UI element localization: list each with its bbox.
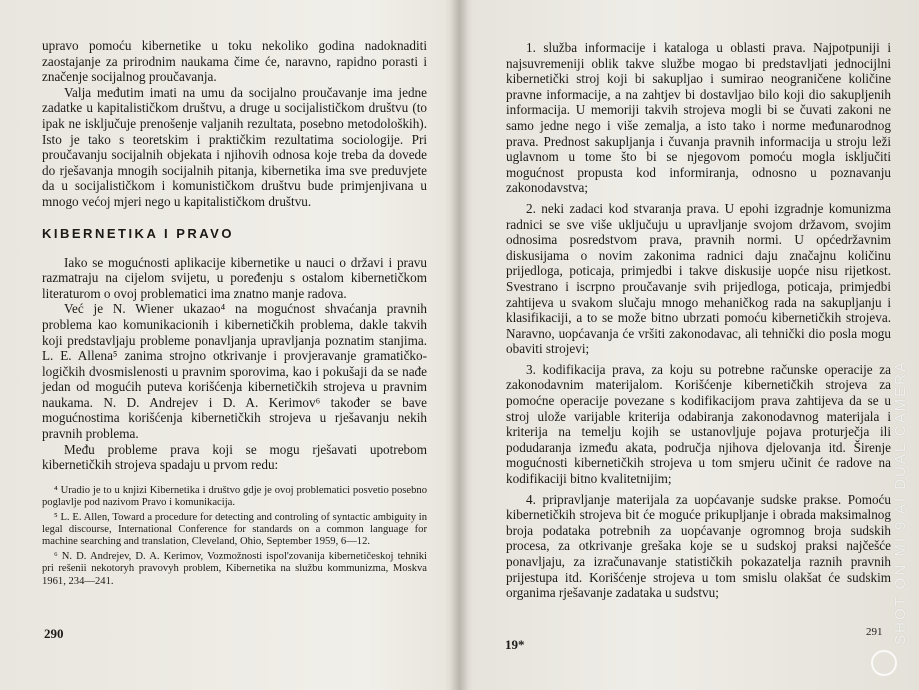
list-item — [506, 362, 891, 487]
list-item — [506, 40, 891, 196]
section-heading: KIBERNETIKA I PRAVO — [42, 225, 234, 241]
left-paragraph-5: Među probleme prava koji se mogu rješavati upotrebom kibernetičkih strojeva spadaju u prvom redu: — [42, 441, 427, 473]
left-text-block — [42, 38, 427, 590]
right-page — [460, 0, 919, 690]
footnotes — [42, 485, 427, 588]
list-item-2: 2. neki zadaci kod stvaranja prava. U epohi izgradnje komunizma radnici se sve više uključuju u upravljanje svojom državom, svojim odnosima posredstvom prava, pravnih normi. U općedržavnim diskusijama o novim zakonima radnici daju značajnu količinu prijedloga, poticaja, primjedbi i takve diskusije uopće nisu rijetkost. Svestrano i iscrpno proučavanje svih prijedloga, poticaja, primjedbi zahtijeva u svakom slučaju mnogo mehaničkog rada na sakupljanju i klasifikaciji, a to se može bitno ubrzati pomoću kibernetičkih strojeva. Naravno, uopćavanja će vršiti zakonodavac, ali tehnički dio posla mogu obaviti strojevi; — [506, 200, 891, 357]
footnote-6: ⁶ N. D. Andrejev, D. A. Kerimov, Vozmožnosti ispol'zovanija kibernetičeskoj tehniki pri rešenii nekotoryh pravovyh problem, Kibernetika na službu kommunizma, Moskva 1961, 234—241. — [42, 550, 427, 587]
signature-mark: 19* — [505, 637, 525, 652]
left-paragraph-3: Iako se mogućnosti aplikacije kibernetike u nauci o državi i pravu razmatraju na cijelom svijetu, u poređenju s ostalom kibernetičkom literaturom o ovoj problematici ima znatno manje radova. — [42, 254, 427, 301]
right-text-block — [506, 40, 891, 606]
camera-logo-icon — [871, 650, 897, 676]
left-page-number: 290 — [44, 626, 64, 641]
list-item — [506, 201, 891, 357]
footnote-4: ⁴ Uradio je to u knjizi Kibernetika i društvo gdje je ovoj problematici posvetio posebno poglavlje pod nazivom Pravo i komunikacija. — [42, 484, 427, 509]
list-item-1: 1. služba informacije i kataloga u oblasti prava. Najpotpuniji i najsuvremeniji oblik takve službe mogao bi predstavljati jednocijlni kibernetički stroj koji bi sakupljao i sumirao neograničene količine pravne informacije, a na zahtjev bi dostavljao bilo koji dio sakupljenih informacija. U memoriji takvih strojeva mogli bi se čuvati zakoni ne samo jedne nego i više zemalja, a isto tako i norme međunarodnog prava. Prednost sakupljanja i čuvanja pravnih informacija u stroju leži uglavnom u tome što bi se njegovom pomoću mogla isključiti mogućnost propusta kod informiranja, odnosno u poznavanju zakonodavstva; — [506, 40, 891, 196]
list-item-3: 3. kodifikacija prava, za koju su potrebne računske operacije za zakonodavnim materijalom. Korišćenje kibernetičkih strojeva za pomoćne operacije povezane s kodifikacijom prava zahtijeva da se u stroj ulože varijable kriterija odabiranja zakonodavnog materijala i kriterija na temelju kojih se ustanovljuje pojava proturječja ili podudaranja između akata, područja njihova djelovanja itd. Širenje mogućnosti kibernetičkih strojeva u tom smjeru učinit će radove na kodifikaciji bitno kvalitetnijim; — [506, 361, 891, 487]
left-paragraph-2: Valja međutim imati na umu da socijalno proučavanje ima jedne zadatke u kapitalističkom društvu, a druge u socijalističkom društvu (to ipak ne isključuje prenošenje valjanih rezultata, posebno metodoloških). Isto je tako s teoretskim i praktičkim rezultatima sociologije. Pri proučavanju socijalnih objekata i njihovih odnosa koje treba da dovede do rješavanja mnogih socijalnih pitanja, kibernetika ima sve preduvjete da u socijalističkom i komunističkom društvu bude primjenjivana u mnogo većoj mjeri nego u kapitalističkom društvu. — [42, 84, 427, 209]
camera-watermark: SHOT ON MI 9 AI DUAL CAMERA — [892, 360, 909, 645]
right-page-number: 291 — [866, 626, 883, 638]
list-item-4: 4. pripravljanje materijala za uopćavanje sudske prakse. Pomoću kibernetičkih strojeva bit će moguće prikupljanje i obrada maksimalnog broja podataka potrebnih za uopćavanje ogromnog broja sudskih procesa, za otkrivanje grešaka koje se u sudskoj praksi najčešće ponavljaju, za izračunavanje statističkih pokazatelja raznih pravnih prijestupa itd. Korišćenje strojeva u tom smislu olakšat će sudskim organima rješavanje zadataka u sudstvu; — [506, 491, 891, 601]
left-paragraph-4: Već je N. Wiener ukazao⁴ na mogućnost shvaćanja pravnih problema kao komunikacionih i kibernetičkih problema, dakle takvih koji predstavljaju probleme ponavljanja upravljanja poznatim stanjima. L. E. Allena⁵ zanima strojno otkrivanje i provjeravanje gramatičko-logičkih dvosmislenosti u pravnim sporovima, kao i pokušaji da se nađe jedan od mogućih puteva korišćenja kibernetičkih strojeva u pravnim naukama. N. D. Andrejev i D. A. Kerimov⁶ također se bave mogućnostima korišćenja kibernetičkih strojeva u rješavanju nekih pravnih problema. — [42, 301, 427, 442]
left-page — [0, 0, 459, 690]
list-item — [506, 492, 891, 601]
footnote-5: ⁵ L. E. Allen, Toward a procedure for detecting and controling of syntactic ambiguity in legal discourse, International Conference for standards on a common language for machine searching and translation, Cleveland, Ohio, September 1959, 6—12. — [42, 511, 427, 548]
left-paragraph-1: upravo pomoću kibernetike u toku nekoliko godina nadoknaditi zaostajanje za prirodnim naukama čime će, naravno, rapidno porasti i značenje socijalnog proučavanja. — [42, 38, 427, 85]
